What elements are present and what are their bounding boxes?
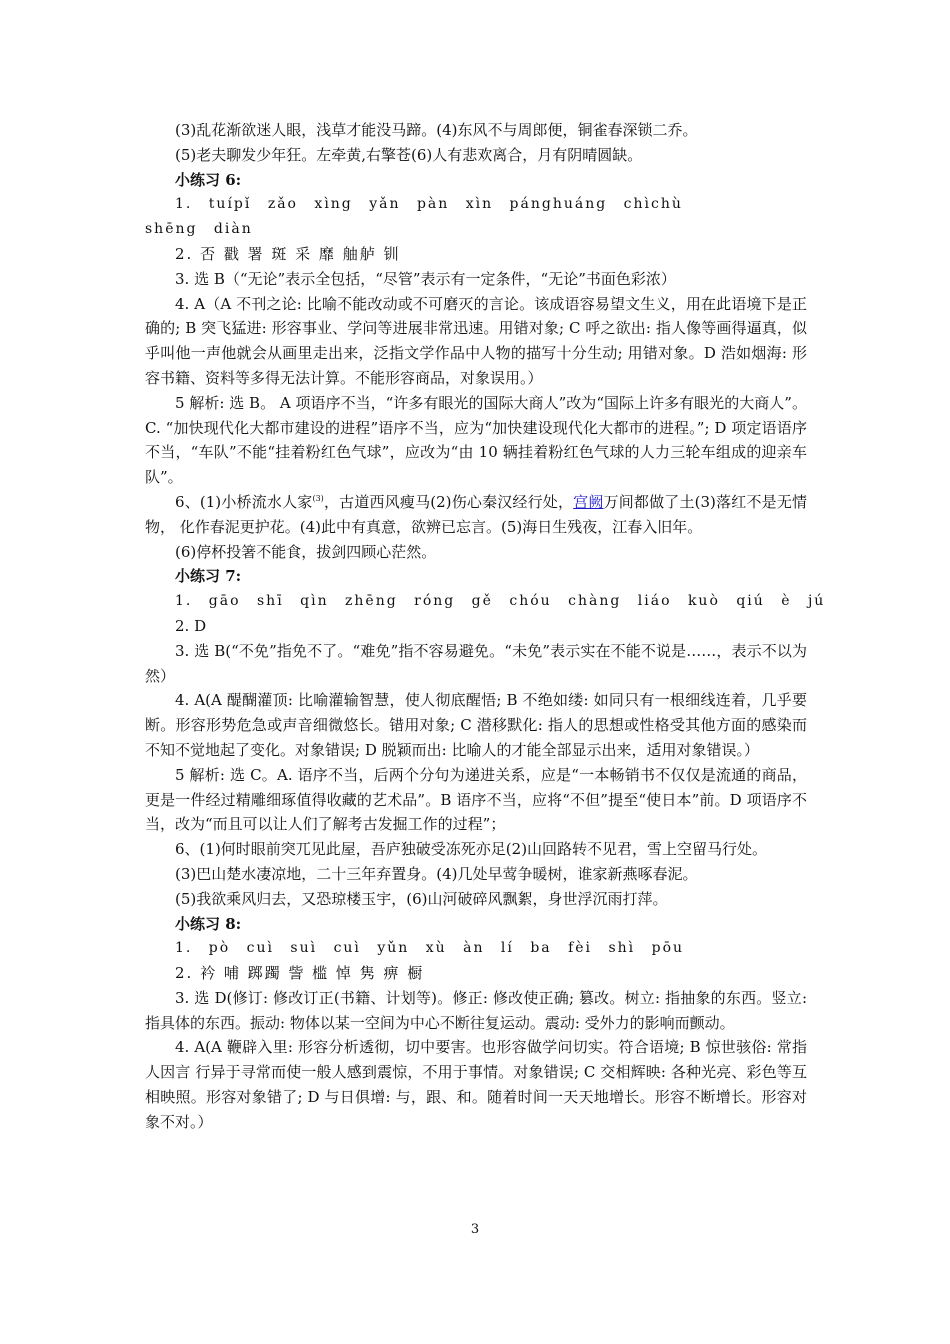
poem-line: (3)乱花渐欲迷人眼，浅草才能没马蹄。(4)东风不与周郎便，铜雀春深锁二乔。 xyxy=(175,121,698,139)
pinyin-answer: 1. gāo shī qìn zhēng róng gě chóu chàng liáo kuò qiú è jú xyxy=(175,593,826,610)
section-title-7: 小练习 7: xyxy=(175,567,242,586)
answer-2: 2. D xyxy=(175,616,207,635)
page-number: 3 xyxy=(470,1222,480,1237)
answer-3: 3. 选 B(“不免”指免不了。“难免”指不容易避免。“未免”表示实在不能不说是……，表示不以为然） xyxy=(145,641,807,685)
poem-line: (5)老夫聊发少年狂。左牵黄,右擎苍(6)人有悲欢离合，月有阴晴圆缺。 xyxy=(175,145,643,164)
answer-6-cont: (3)巴山楚水凄凉地，二十三年弃置身。(4)几处早莺争暖树，谁家新燕啄春泥。 xyxy=(175,864,698,883)
char-answer: 2. 衿 哺 踯躅 訾 槛 悼 隽 痹 橱 xyxy=(175,964,425,983)
section-title-8: 小练习 8: xyxy=(175,914,242,933)
answer-6-text: 6、(1)小桥流水人家 xyxy=(175,492,313,511)
answer-4: 4. A（A 不刊之论: 比喻不能改动或不可磨灭的言论。该成语容易望文生义，用在此语境下是正确的; B 突飞猛进: 形容事业、学问等进展非常迅速。用错对象; C 呼之欲出: 指人像等画得逼真，似乎叫他一声他就会从画里走出来，泛指文学作品中人物的描写十分生动; 用错对象。D 浩如烟海: 形容书籍、资料等多得无法计算。不能形容商品，对象误用。） xyxy=(145,294,807,387)
answer-4: 4. A(A 鞭辟入里: 形容分析透彻，切中要害。也形容做学问切实。符合语境; B 惊世骇俗: 常指人因言 行异于寻常而使一般人感到震惊，不用于事情。对象错误; C 交相辉映: 各种光亮、彩色等互相映照。形容对象错了; D 与日俱增: 与，跟、和。随着时间一天天地增长。形容不断增长。形容对象不对。） xyxy=(145,1038,807,1131)
answer-4: 4. A(A 醍醐灌顶: 比喻灌输智慧，使人彻底醒悟; B 不绝如缕: 如同只有一根细线连着，几乎要断。形容形势危急或声音细微悠长。错用对象; C 潜移默化: 指人的思想或性格受其他方面的感染而不知不觉地起了变化。对象错误; D 脱颖而出: 比喻人的才能全部显示出来，适用对象错误。） xyxy=(145,691,807,759)
answer-6-text: 万间都做了土(3)落红不是无情物， 化作春泥更护花。(4)此中有真意，欲辨已忘言。(5)海日生残夜，江春入旧年。 xyxy=(145,492,807,536)
section-title-6: 小练习 6: xyxy=(175,170,242,189)
answer-6-cont: (6)停杯投箸不能食，拔剑四顾心茫然。 xyxy=(175,542,437,561)
answer-6-text: ，古道西风瘦马(2)伤心秦汉经行处， xyxy=(323,492,574,511)
answer-3: 3. 选 D(修订: 修改订正(书籍、计划等)。修正: 修改使正确; 篡改。树立: 指抽象的东西。竖立: 指具体的东西。振动: 物体以某一空间为中心不断往复运动。震动: 受外力的影响而颤动。 xyxy=(145,988,807,1032)
answer-5: 5 解析: 选 B。 A 项语序不当，“许多有眼光的国际大商人”改为“国际上许多有眼光的大商人”。C. “加快现代化大都市建设的进程”语序不当，应为“加快建设现代化大都市的进程。”; D 项定语语序不当，“车队”不能“挂着粉红色气球”，应改为“由 10 辆挂着粉红色气球的人力三轮车组成的迎亲车队”。 xyxy=(145,393,807,487)
pinyin-answer-cont: shēng diàn xyxy=(145,221,253,238)
footnote-ref: (3) xyxy=(312,493,324,503)
answer-6: 6、(1)何时眼前突兀见此屋，吾庐独破受冻死亦足(2)山回路转不见君，雪上空留马行处。 xyxy=(175,840,768,859)
answer-3: 3. 选 B（“无论”表示全包括，“尽管”表示有一定条件，“无论”书面色彩浓） xyxy=(175,269,676,288)
pinyin-answer: 1. tuípǐ zǎo xìng yǎn pàn xìn pánghuáng chìchù xyxy=(175,196,683,213)
answer-5: 5 解析: 选 C。A. 语序不当，后两个分句为递进关系，应是“一本畅销书不仅仅是流通的商品，更是一件经过精雕细琢值得收藏的艺术品”。B 语序不当，应将“不但”提至“使日本”前。D 项语序不当，改为“而且可以让人们了解考古发掘工作的过程”； xyxy=(145,765,807,834)
answer-6 xyxy=(145,490,807,540)
pinyin-answer: 1. pò cuì suì cuì yǔn xù àn lí ba fèi shì pōu xyxy=(175,940,685,957)
answer-6-cont: (5)我欲乘风归去，又恐琼楼玉宇，(6)山河破碎风飘絮，身世浮沉雨打萍。 xyxy=(175,889,668,908)
document-body xyxy=(145,118,826,1135)
hyperlink-gongque[interactable]: 宫阙 xyxy=(573,492,604,511)
char-answer: 2. 否 戳 署 斑 采 靡 舳舻 钏 xyxy=(175,244,401,263)
